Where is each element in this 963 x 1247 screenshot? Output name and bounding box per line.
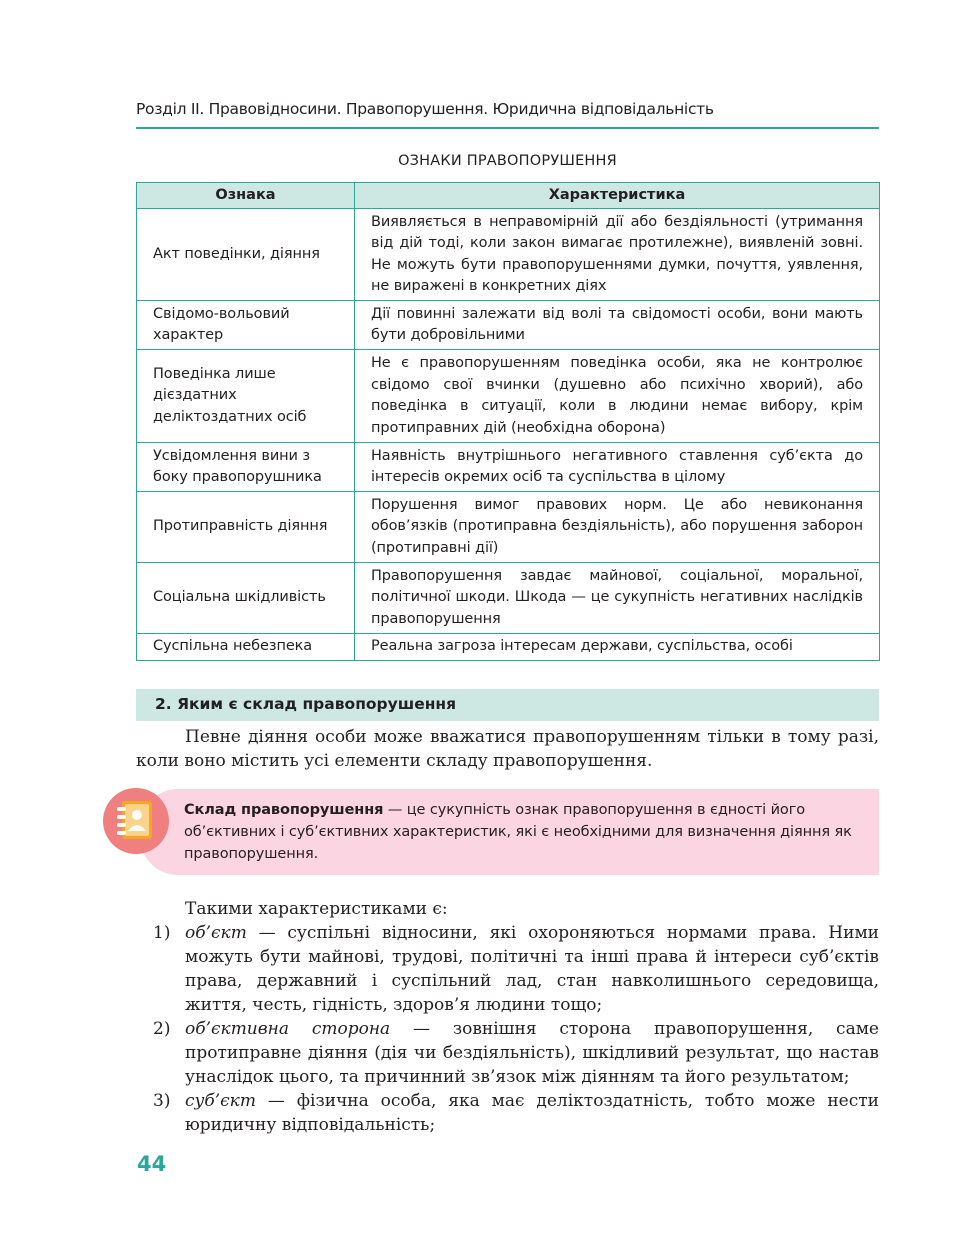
list-item-number: 1): [153, 923, 171, 943]
list-item-term: об’єктивна сторона: [185, 1019, 391, 1039]
table-caption: ОЗНАКИ ПРАВОПОРУШЕННЯ: [398, 153, 617, 169]
page-number: 44: [137, 1152, 167, 1176]
table-row: [137, 443, 880, 492]
list-item-text: — суспільні відносини, які охороняються нормами права. Ними можуть бути майнові, трудові, політичні та інші права й інтереси суб’єктів права, державний і суспільний лад, стан навколишнього середовища, життя, честь, гідність, здоров’я людини тощо;: [185, 923, 879, 1015]
characteristic-cell: Не є правопорушенням поведінка особи, яка не контролює свідомо свої вчинки (душевно або психічно хворий), або поведінка в ситуації, коли в людини немає вибору, крім протиправних дій (необхідна оборона): [355, 350, 880, 443]
table-row: [137, 563, 880, 634]
signs-table: [136, 182, 880, 661]
sign-cell: Акт поведінки, діяння: [137, 209, 355, 301]
column-header-characteristic: Характеристика: [355, 183, 880, 209]
list-item: [136, 1017, 879, 1089]
characteristic-cell: Виявляється в неправомірній дії або бездіяльності (утримання від дій тоді, коли закон вимагає протилежне), виявленій зовні. Не можуть бути правопорушеннями думки, почуття, уявлення, не виражені в конкретних діях: [355, 209, 880, 301]
table-header-row: [137, 183, 880, 209]
list-item: [136, 1089, 879, 1137]
list-item-number: 2): [153, 1019, 171, 1039]
column-header-sign: Ознака: [137, 183, 355, 209]
sign-cell: Протиправність діяння: [137, 492, 355, 563]
characteristic-cell: Порушення вимог правових норм. Це або невиконання обов’язків (протиправна бездіяльність), або порушення заборон (протиправні дії): [355, 492, 880, 563]
section-intro-paragraph: Певне діяння особи може вважатися правопорушенням тільки в тому разі, коли воно містить усі елементи складу правопорушення.: [136, 727, 879, 771]
definition-term: Склад правопорушення: [184, 802, 384, 818]
table-row: [137, 301, 880, 350]
table-row: [137, 634, 880, 661]
list-item: [136, 921, 879, 1017]
list-item-term: об’єкт: [185, 923, 247, 943]
sign-cell: Свідомо-вольовий характер: [137, 301, 355, 350]
sign-cell: Усвідомлення вини з боку правопорушника: [137, 443, 355, 492]
definition-text: [184, 799, 860, 865]
table-row: [137, 350, 880, 443]
running-head: Розділ II. Правовідносини. Правопорушення. Юридична відповідальність: [136, 100, 714, 118]
list-intro: Такими характеристиками є:: [185, 899, 448, 919]
characteristic-cell: Правопорушення завдає майнової, соціальної, моральної, політичної шкоди. Шкода — це сукупність негативних наслідків правопорушення: [355, 563, 880, 634]
list-item-term: суб’єкт: [185, 1091, 256, 1111]
list-item-text: — фізична особа, яка має деліктоздатність, тобто може нести юридичну відповідальність;: [185, 1091, 879, 1135]
list-item-number: 3): [153, 1091, 171, 1111]
sign-cell: Поведінка лише дієздатних деліктоздатних осіб: [137, 350, 355, 443]
list-item-text: — зовнішня сторона правопорушення, саме протиправне діяння (дія чи бездіяльність), шкідливий результат, що настав унаслідок цього, та причинний зв’язок між діянням та його результатом;: [185, 1019, 879, 1087]
characteristic-cell: Реальна загроза інтересам держави, суспільства, особі: [355, 634, 880, 661]
table-row: [137, 492, 880, 563]
sign-cell: Соціальна шкідливість: [137, 563, 355, 634]
characteristic-cell: Наявність внутрішнього негативного ставлення суб’єкта до інтересів окремих осіб та суспільства в цілому: [355, 443, 880, 492]
sign-cell: Суспільна небезпека: [137, 634, 355, 661]
characteristic-cell: Дії повинні залежати від волі та свідомості особи, вони мають бути добровільними: [355, 301, 880, 350]
section-title: 2. Яким є склад правопорушення: [155, 695, 457, 713]
address-book-icon: [103, 788, 169, 854]
definition-body: — це сукупність ознак правопорушення в єдності його об’єктивних і суб’єктивних характеристик, які є необхідними для визначення діяння як правопорушення.: [184, 802, 852, 862]
header-divider: [136, 127, 879, 129]
table-row: [137, 209, 880, 301]
